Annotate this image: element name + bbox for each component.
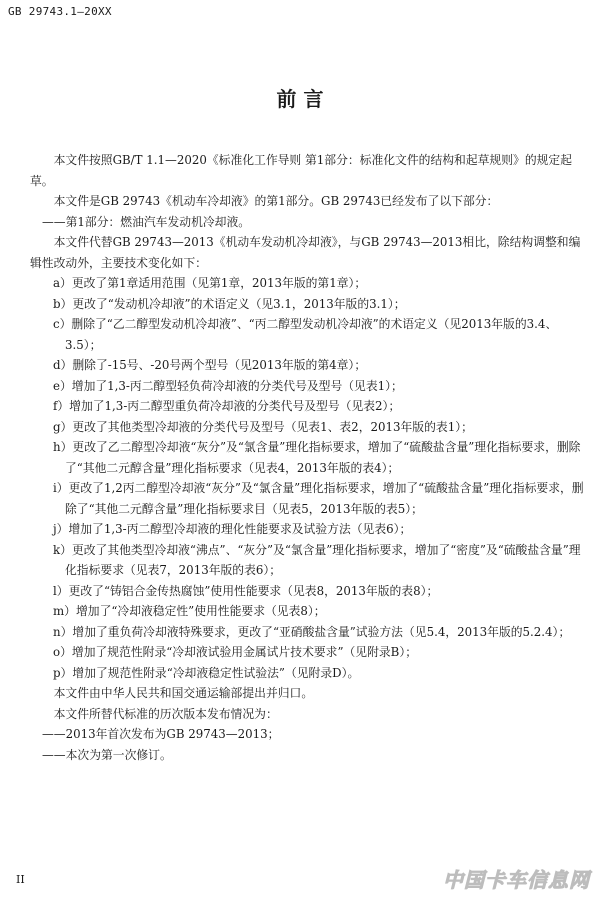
foreword-body — [30, 150, 586, 765]
list-item: l）更改了“铸铝合金传热腐蚀”使用性能要求（见表8，2013年版的表8）； — [53, 583, 439, 598]
paragraph: 本文件代替GB 29743—2013《机动车发动机冷却液》，与GB 29743—2013相比，除结构调整和编辑性改动外，主要技术变化如下： — [30, 235, 581, 270]
list-item: n）增加了重负荷冷却液特殊要求，更改了“亚硝酸盐含量”试验方法（见5.4，2013年版的5.2.4）； — [53, 624, 571, 639]
site-watermark: 中国卡车信息网 — [443, 868, 590, 892]
list-item: a）更改了第1章适用范围（见第1章，2013年版的第1章）； — [53, 276, 367, 290]
paragraph: 本文件所替代标准的历次版本发布情况为： — [53, 706, 278, 721]
dash-item: ——2013年首次发布为GB 29743—2013； — [42, 727, 280, 741]
list-item: f）增加了1,3-丙二醇型重负荷冷却液的分类代号及型号（见表2）； — [53, 399, 401, 413]
list-item: b）更改了“发动机冷却液”的术语定义（见3.1，2013年版的3.1）； — [53, 296, 406, 311]
list-item: p）增加了规范性附录“冷却液稳定性试验法”（见附录D）。 — [53, 665, 360, 680]
list-item: m）增加了“冷却液稳定性”使用性能要求（见表8）； — [53, 604, 326, 618]
list-item: i）更改了1,2丙二醇型冷却液“灰分”及“氯含量”理化指标要求，增加了“硫酸盐含量”理化指标要求，删除了“其他二元醇含量”理化指标要求目（见表5，2013年版的表5）； — [53, 481, 584, 516]
dash-item: ——第1部分：燃油汽车发动机冷却液。 — [42, 214, 251, 229]
paragraph: 本文件由中华人民共和国交通运输部提出并归口。 — [53, 686, 314, 700]
dash-item: ——本次为第一次修订。 — [42, 747, 172, 762]
list-item: j）增加了1,3-丙二醇型冷却液的理化性能要求及试验方法（见表6）； — [53, 522, 412, 536]
page-number: II — [16, 873, 25, 886]
paragraph: 本文件是GB 29743《机动车冷却液》的第1部分。GB 29743已经发布了以下部分： — [53, 194, 499, 208]
list-item: c）删除了“乙二醇型发动机冷却液”、“丙二醇型发动机冷却液”的术语定义（见2013年版的3.4、3.5）； — [53, 317, 558, 352]
paragraph: 本文件按照GB/T 1.1—2020《标准化工作导则 第1部分：标准化文件的结构和起草规则》的规定起草。 — [30, 153, 573, 188]
page-title: 前 言 — [276, 87, 324, 111]
list-item: g）更改了其他类型冷却液的分类代号及型号（见表1、表2，2013年版的表1）； — [53, 419, 473, 434]
list-item: d）删除了-15号、-20号两个型号（见2013年版的第4章）； — [53, 358, 367, 372]
list-item: e）增加了1,3-丙二醇型轻负荷冷却液的分类代号及型号（见表1）； — [53, 378, 403, 393]
list-item: o）增加了规范性附录“冷却液试验用金属试片技术要求”（见附录B）； — [53, 645, 418, 659]
standard-number: GB 29743.1—20XX — [8, 5, 112, 18]
list-item: h）更改了乙二醇型冷却液“灰分”及“氯含量”理化指标要求，增加了“硫酸盐含量”理化指标要求，删除了“其他二元醇含量”理化指标要求（见表4，2013年版的表4）； — [53, 440, 581, 475]
list-item: k）更改了其他类型冷却液“沸点”、“灰分”及“氯含量”理化指标要求，增加了“密度”及“硫酸盐含量”理化指标要求（见表7，2013年版的表6）； — [53, 542, 581, 577]
